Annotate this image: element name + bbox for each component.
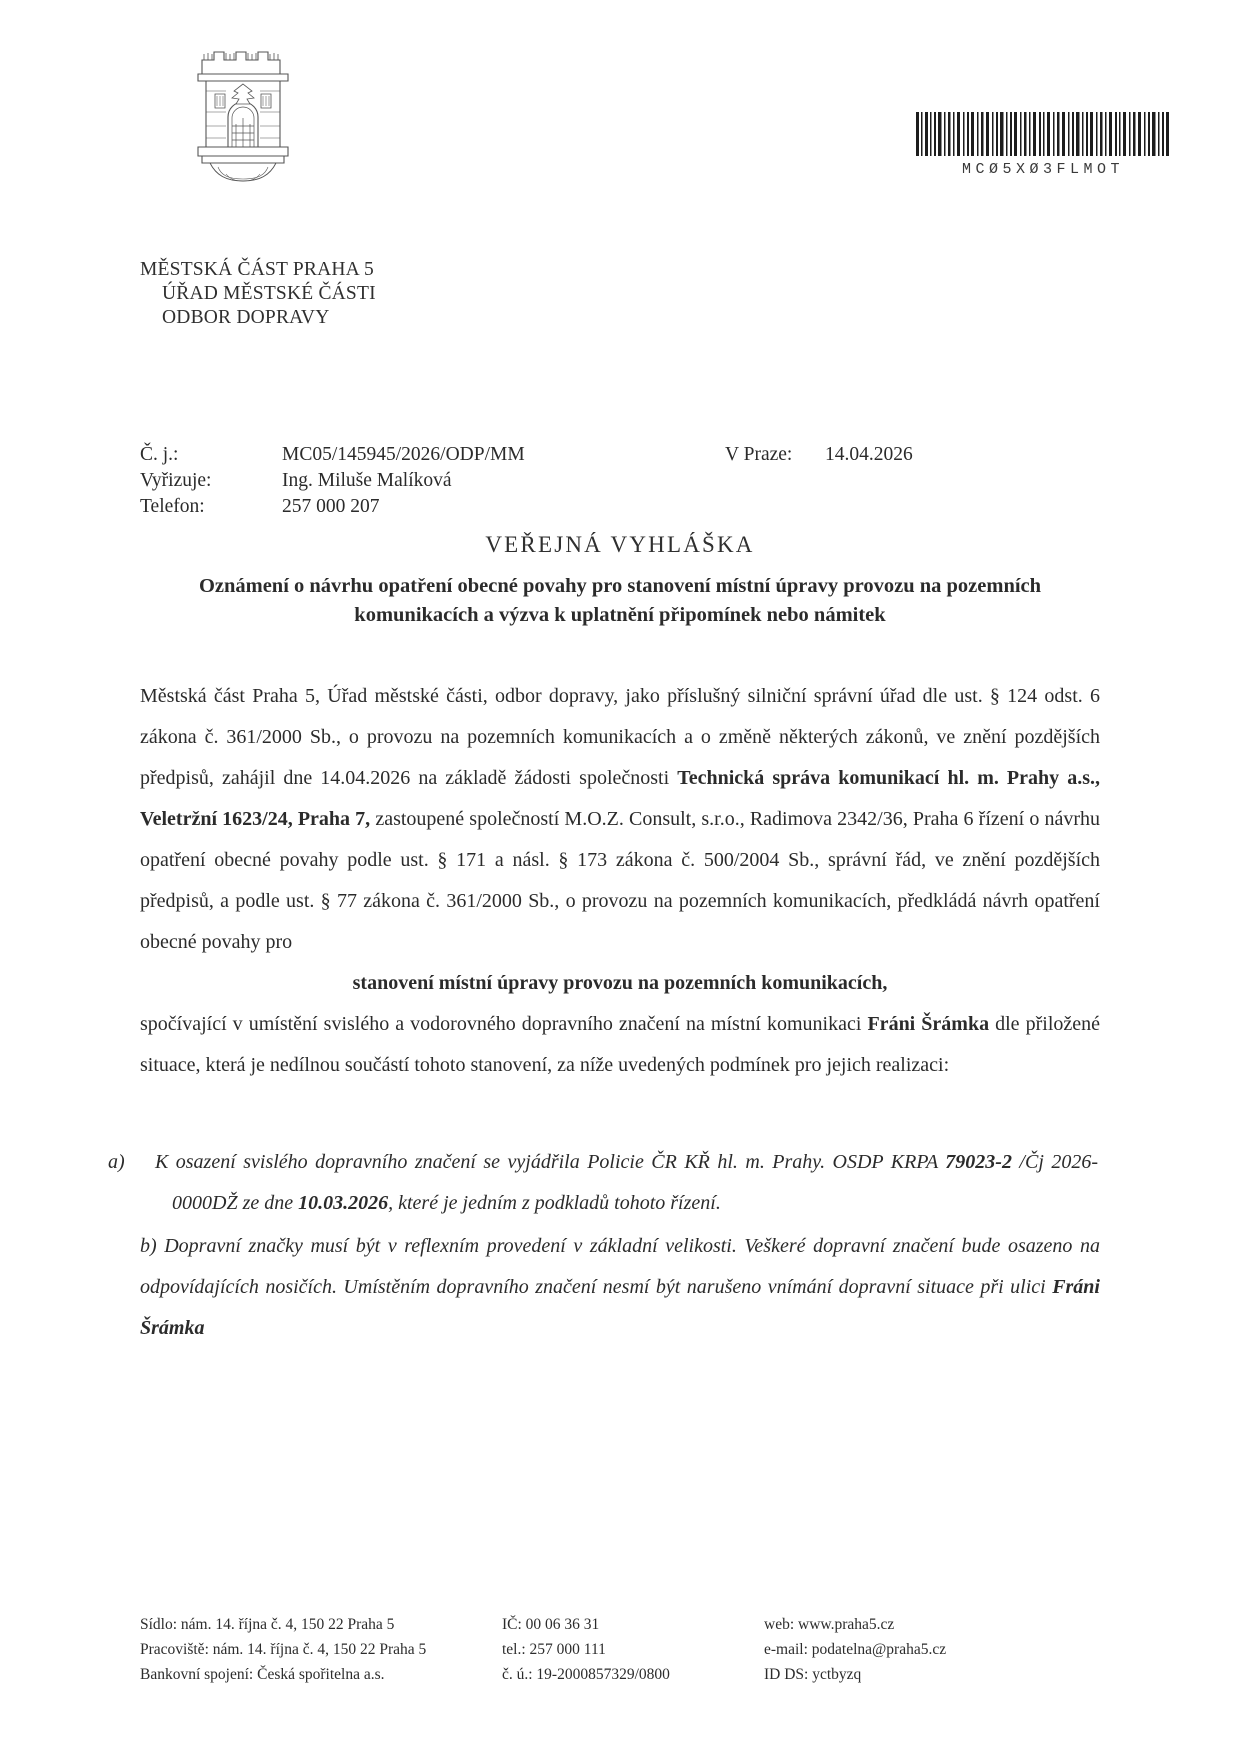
footer-column-contacts [764, 1612, 1120, 1687]
footer-bank: Bankovní spojení: Česká spořitelna a.s. [140, 1666, 385, 1683]
reference-row-phone [140, 494, 1100, 520]
clause-b-text: b) Dopravní značky musí být v reflexním provedení v základní velikosti. Veškeré dopravní značení bude osazeno na odpovídajících nosičích. Umístěním dopravního značení nesmí být narušeno vnímání dopravní situace při ulici [140, 1235, 1100, 1298]
handler-label: Vyřizuje: [140, 470, 212, 491]
footer-ico: IČ: 00 06 36 31 [502, 1616, 600, 1633]
footer-tel: tel.: 257 000 111 [502, 1641, 606, 1658]
clause-a-text-1: K osazení svislého dopravního značení se vyjádřila Policie ČR KŘ hl. m. Prahy. OSDP KRPA [154, 1151, 946, 1173]
document-subtitle: Oznámení o návrhu opatření obecné povahy pro stanovení místní úpravy provozu na pozemních komunikacích a výzva k uplatnění připomínek nebo námitek [198, 575, 1042, 626]
masthead [0, 30, 1240, 220]
conditions-list [108, 1142, 1100, 1349]
footer-column-identifiers [502, 1612, 764, 1687]
clause-a-police-ref: 79023-2 [945, 1151, 1012, 1173]
body-p2-street: Fráni Šrámka [867, 1013, 990, 1035]
case-number-value: MC05/145945/2026/ODP/MM [282, 444, 525, 465]
clause-item-b [140, 1224, 1100, 1349]
page-footer [140, 1612, 1120, 1687]
body-p1-part1: Městská část Praha 5, Úřad městské části, odbor dopravy, jako příslušný silniční správní úřad dle ust. § 124 odst. 6 zákona č. 361/2000 Sb., o provozu na pozemních komunikacích a o změně některých zákonů, ve znění pozdějších předpisů, zahájil dne 14.04.2026 na základě žádosti společnosti [140, 685, 1100, 789]
body-paragraph-1 [140, 676, 1100, 963]
date-value: 14.04.2026 [825, 444, 913, 465]
body-centered-statement: stanovení místní úpravy provozu na pozemních komunikacích, [352, 972, 888, 994]
reference-row-case [140, 442, 1100, 468]
office-identity [140, 258, 376, 330]
footer-column-address [140, 1612, 502, 1687]
barcode-value: MCØ5XØ3FLMOT [961, 161, 1125, 178]
case-number-label: Č. j.: [140, 444, 179, 465]
footer-email: e-mail: podatelna@praha5.cz [764, 1641, 947, 1658]
barcode-bars-icon [914, 112, 1172, 156]
place-label: V Praze: [725, 444, 793, 465]
phone-value: 257 000 207 [282, 496, 380, 517]
clause-a-text-3: , které je jedním z podkladů tohoto řízení. [388, 1192, 721, 1214]
footer-workplace: Pracoviště: nám. 14. října č. 4, 150 22 Praha 5 [140, 1641, 427, 1658]
barcode [914, 112, 1172, 178]
clause-item-a: a) K osazení svislého dopravního značení se vyjádřila Policie ČR KŘ hl. m. Prahy. OSDP KRPA 79023-2 /Čj 2026-0000DŽ ze dne 10.03.2026, které je jedním z podkladů tohoto řízení. [108, 1151, 1099, 1214]
reference-block [140, 442, 1100, 520]
footer-id-ds: ID DS: yctbyzq [764, 1666, 862, 1683]
footer-columns [140, 1612, 1120, 1687]
office-line-authority: ÚŘAD MĚSTSKÉ ČÁSTI [162, 283, 376, 304]
page-title: VEŘEJNÁ VYHLÁŠKA [485, 532, 755, 557]
clause-a-text-2: /Čj 2026-0000DŽ ze dne [172, 1151, 1099, 1214]
body-p1-part2: zastoupené společností M.O.Z. Consult, s.r.o., Radimova 2342/36, Praha 6 řízení o návrhu opatření obecné povahy podle ust. § 171 a násl. § 173 zákona č. 500/2004 Sb., správní řád, ve znění pozdějších předpisů, a podle ust. § 77 zákona č. 361/2000 Sb., o provozu na pozemních komunikacích, předkládá návrh opatření obecné povahy pro [140, 808, 1100, 953]
footer-account: č. ú.: 19-2000857329/0800 [502, 1666, 670, 1683]
document-body [140, 676, 1100, 1086]
body-paragraph-2 [140, 1004, 1100, 1086]
phone-label: Telefon: [140, 496, 205, 517]
footer-seat: Sídlo: nám. 14. října č. 4, 150 22 Praha 5 [140, 1616, 395, 1633]
footer-web: web: www.praha5.cz [764, 1616, 895, 1633]
body-p2-part2: dle přiložené situace, která je nedílnou součástí tohoto stanovení, za níže uvedených podmínek pro jejich realizaci: [140, 1013, 1101, 1076]
office-line-municipality: MĚSTSKÁ ČÁST PRAHA 5 [140, 259, 374, 280]
city-crest-icon [188, 34, 298, 202]
reference-row-handler [140, 468, 1100, 494]
clause-a-date: 10.03.2026 [298, 1192, 389, 1214]
office-line-department: ODBOR DOPRAVY [162, 307, 330, 328]
clause-b-street: Fráni Šrámka [140, 1276, 1100, 1339]
handler-value: Ing. Miluše Malíková [282, 470, 452, 491]
body-p1-applicant: Technická správa komunikací hl. m. Prahy a.s., Veletržní 1623/24, Praha 7, [140, 767, 1101, 830]
body-p2-part1: spočívající v umístění svislého a vodorovného dopravního značení na místní komunikaci [140, 1013, 868, 1035]
